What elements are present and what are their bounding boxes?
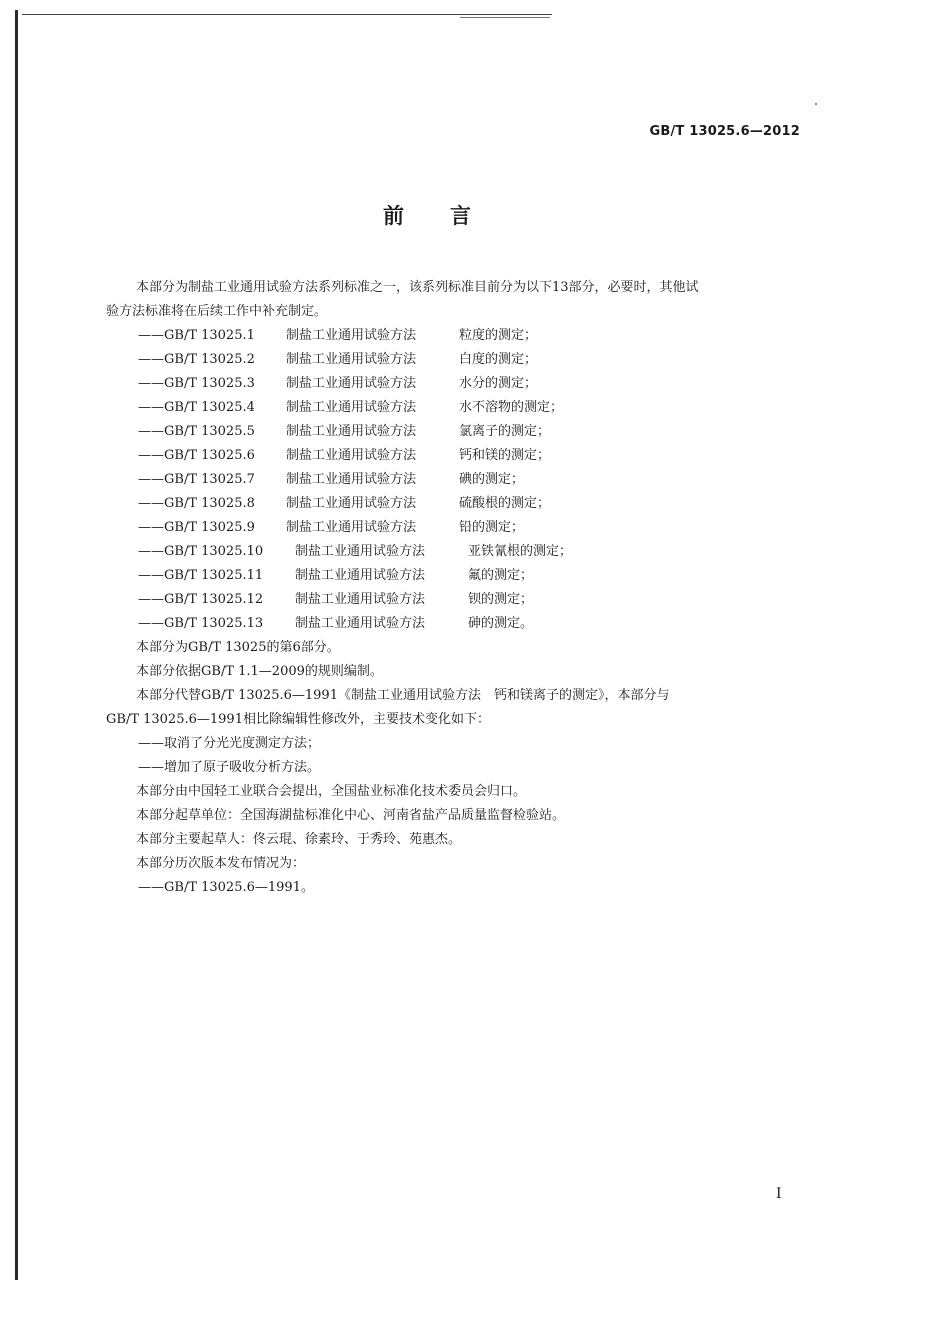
- part-code: ——GB/T 13025.13: [138, 616, 264, 631]
- part-code: ——GB/T 13025.11: [138, 568, 264, 583]
- part-code: ——GB/T 13025.7: [138, 472, 255, 487]
- intro-line-1: 本部分为制盐工业通用试验方法系列标准之一，该系列标准目前分为以下13部分，必要时，其他试: [136, 280, 699, 295]
- history-intro-paragraph: 本部分历次版本发布情况为：: [136, 856, 306, 871]
- part-list-item: [106, 372, 806, 396]
- part-of-paragraph: 本部分为GB/T 13025的第6部分。: [136, 640, 340, 655]
- part-code: ——GB/T 13025.9: [138, 520, 255, 535]
- part-code: ——GB/T 13025.1: [138, 328, 255, 343]
- change-item-2: ——增加了原子吸收分析方法。: [138, 760, 321, 775]
- part-series: 制盐工业通用试验方法: [286, 472, 417, 487]
- part-series: 制盐工业通用试验方法: [295, 544, 426, 559]
- drafters-paragraph: 本部分主要起草人：佟云琨、徐素玲、于秀玲、苑惠杰。: [136, 832, 462, 847]
- part-list-item: [106, 564, 806, 588]
- part-series: 制盐工业通用试验方法: [286, 424, 417, 439]
- part-name: 砷的测定。: [468, 616, 534, 631]
- part-list-item: [106, 468, 806, 492]
- part-list-item: [106, 516, 806, 540]
- part-code: ——GB/T 13025.5: [138, 424, 255, 439]
- part-list-item: [106, 324, 806, 348]
- part-series: 制盐工业通用试验方法: [286, 400, 417, 415]
- part-name: 碘的测定；: [459, 472, 525, 487]
- scan-speck: [815, 103, 817, 105]
- part-name: 铅的测定；: [459, 520, 525, 535]
- part-name: 氟的测定；: [468, 568, 534, 583]
- part-name: 钡的测定；: [468, 592, 534, 607]
- part-series: 制盐工业通用试验方法: [295, 568, 426, 583]
- scan-border-top-fragment: [460, 17, 550, 18]
- part-series: 制盐工业通用试验方法: [295, 616, 426, 631]
- part-code: ——GB/T 13025.8: [138, 496, 255, 511]
- part-code: ——GB/T 13025.12: [138, 592, 264, 607]
- part-series: 制盐工业通用试验方法: [286, 496, 417, 511]
- part-list-item: [106, 612, 806, 636]
- part-list-item: [106, 540, 806, 564]
- history-item-1: ——GB/T 13025.6—1991。: [138, 880, 314, 895]
- replaces-line-1: 本部分代替GB/T 13025.6—1991《制盐工业通用试验方法 钙和镁离子的测定》，本部分与: [136, 688, 670, 703]
- intro-line-2: 验方法标准将在后续工作中补充制定。: [106, 304, 328, 319]
- part-series: 制盐工业通用试验方法: [295, 592, 426, 607]
- part-list-item: [106, 396, 806, 420]
- part-code: ——GB/T 13025.4: [138, 400, 255, 415]
- part-code: ——GB/T 13025.10: [138, 544, 264, 559]
- proposed-by-paragraph: 本部分由中国轻工业联合会提出，全国盐业标准化技术委员会归口。: [136, 784, 527, 799]
- part-name: 水分的测定；: [459, 376, 538, 391]
- part-name: 硫酸根的测定；: [459, 496, 551, 511]
- part-series: 制盐工业通用试验方法: [286, 448, 417, 463]
- part-name: 水不溶物的测定；: [459, 400, 564, 415]
- change-item-1: ——取消了分光光度测定方法；: [138, 736, 321, 751]
- part-list-item: [106, 588, 806, 612]
- part-code: ——GB/T 13025.3: [138, 376, 255, 391]
- part-code: ——GB/T 13025.2: [138, 352, 255, 367]
- part-series: 制盐工业通用试验方法: [286, 376, 417, 391]
- part-series: 制盐工业通用试验方法: [286, 352, 417, 367]
- part-list-item: [106, 444, 806, 468]
- part-name: 氯离子的测定；: [459, 424, 551, 439]
- part-list-item: [106, 420, 806, 444]
- standard-number: GB/T 13025.6—2012: [649, 124, 800, 139]
- foreword-body: [106, 276, 806, 900]
- part-list-item: [106, 492, 806, 516]
- part-name: 钙和镁的测定；: [459, 448, 551, 463]
- part-name: 粒度的测定；: [459, 328, 538, 343]
- drafting-units-paragraph: 本部分起草单位：全国海湖盐标准化中心、河南省盐产品质量监督检验站。: [136, 808, 566, 823]
- page-title: 前言: [383, 204, 517, 228]
- part-series: 制盐工业通用试验方法: [286, 520, 417, 535]
- part-list-item: [106, 348, 806, 372]
- part-name: 亚铁氰根的测定；: [468, 544, 573, 559]
- part-code: ——GB/T 13025.6: [138, 448, 255, 463]
- replaces-line-2: GB/T 13025.6—1991相比除编辑性修改外，主要技术变化如下：: [106, 712, 490, 727]
- part-series: 制盐工业通用试验方法: [286, 328, 417, 343]
- scan-border-top: [22, 14, 552, 15]
- parts-list: [106, 324, 806, 636]
- page-number: I: [776, 1186, 782, 1202]
- part-name: 白度的测定；: [459, 352, 538, 367]
- drafting-rules-paragraph: 本部分依据GB/T 1.1—2009的规则编制。: [136, 664, 383, 679]
